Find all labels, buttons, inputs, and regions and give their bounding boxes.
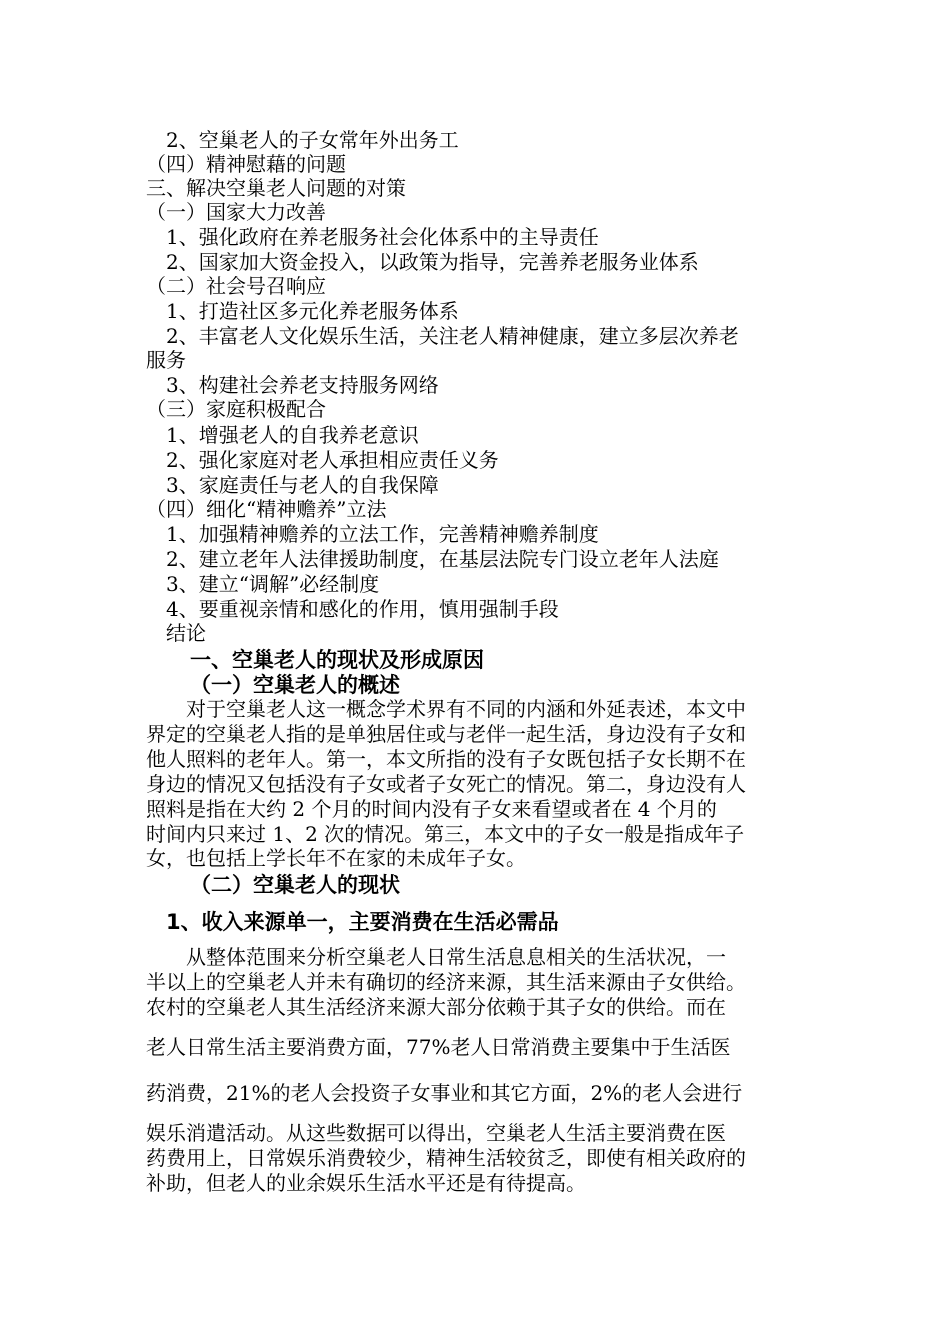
- outline-line: 3、建立“调解”必经制度: [166, 572, 380, 596]
- outline-line: 2、建立老年人法律援助制度，在基层法院专门设立老年人法庭: [166, 547, 719, 571]
- outline-line: 4、要重视亲情和感化的作用，慎用强制手段: [166, 597, 559, 621]
- outline-line: 三、解决空巢老人问题的对策: [146, 176, 406, 200]
- outline-line: 1、强化政府在养老服务社会化体系中的主导责任: [166, 225, 599, 249]
- paragraph-line: 他人照料的老年人。第一，本文所指的没有子女既包括子女长期不在: [146, 747, 746, 771]
- paragraph-line: 照料是指在大约 2 个月的时间内没有子女来看望或者在 4 个月的: [146, 797, 717, 821]
- outline-line: （四）细化“精神赡养”立法: [146, 497, 387, 521]
- paragraph-line: 女，也包括上学长年不在家的未成年子女。: [146, 846, 526, 870]
- paragraph-line: 补助，但老人的业余娱乐生活水平还是有待提高。: [146, 1171, 586, 1195]
- outline-line: （一）国家大力改善: [146, 200, 326, 224]
- outline-line: 2、空巢老人的子女常年外出务工: [166, 128, 459, 152]
- outline-line: 3、构建社会养老支持服务网络: [166, 373, 439, 397]
- outline-line: 1、增强老人的自我养老意识: [166, 423, 419, 447]
- section-heading: 一、空巢老人的现状及形成原因: [190, 648, 484, 672]
- outline-line: 2、国家加大资金投入，以政策为指导，完善养老服务业体系: [166, 250, 699, 274]
- paragraph-line: 娱乐消遣活动。从这些数据可以得出，空巢老人生活主要消费在医: [146, 1121, 726, 1145]
- subsection-heading: （二）空巢老人的现状: [190, 873, 400, 897]
- paragraph-line: 药消费，21%的老人会投资子女事业和其它方面，2%的老人会进行: [146, 1081, 743, 1105]
- paragraph-line: 时间内只来过 1、2 次的情况。第三，本文中的子女一般是指成年子: [146, 822, 745, 846]
- paragraph-line: 半以上的空巢老人并未有确切的经济来源，其生活来源由子女供给。: [146, 970, 746, 994]
- paragraph-line: 界定的空巢老人指的是单独居住或与老伴一起生活，身边没有子女和: [146, 722, 746, 746]
- paragraph-line: 从整体范围来分析空巢老人日常生活息息相关的生活状况，一: [186, 945, 726, 969]
- outline-line: 2、丰富老人文化娱乐生活，关注老人精神健康，建立多层次养老: [166, 324, 739, 348]
- outline-line: 结论: [166, 621, 206, 645]
- outline-line: 1、打造社区多元化养老服务体系: [166, 299, 459, 323]
- paragraph-line: 老人日常生活主要消费方面，77%老人日常消费主要集中于生活医: [146, 1035, 731, 1059]
- paragraph-line: 药费用上，日常娱乐消费较少，精神生活较贫乏，即使有相关政府的: [146, 1146, 746, 1170]
- outline-line: 服务: [146, 348, 186, 372]
- outline-line: 2、强化家庭对老人承担相应责任义务: [166, 448, 499, 472]
- outline-line: （四）精神慰藉的问题: [146, 152, 346, 176]
- paragraph-line: 农村的空巢老人其生活经济来源大部分依赖于其子女的供给。而在: [146, 995, 726, 1019]
- outline-line: 3、家庭责任与老人的自我保障: [166, 473, 439, 497]
- outline-line: 1、加强精神赡养的立法工作，完善精神赡养制度: [166, 522, 599, 546]
- paragraph-line: 对于空巢老人这一概念学术界有不同的内涵和外延表述，本文中: [186, 697, 746, 721]
- paragraph-line: 身边的情况又包括没有子女或者子女死亡的情况。第二，身边没有人: [146, 772, 746, 796]
- outline-line: （三）家庭积极配合: [146, 397, 326, 421]
- subsection-heading: （一）空巢老人的概述: [190, 673, 400, 697]
- subsection-heading: 1、收入来源单一，主要消费在生活必需品: [166, 910, 559, 934]
- outline-line: （二）社会号召响应: [146, 274, 326, 298]
